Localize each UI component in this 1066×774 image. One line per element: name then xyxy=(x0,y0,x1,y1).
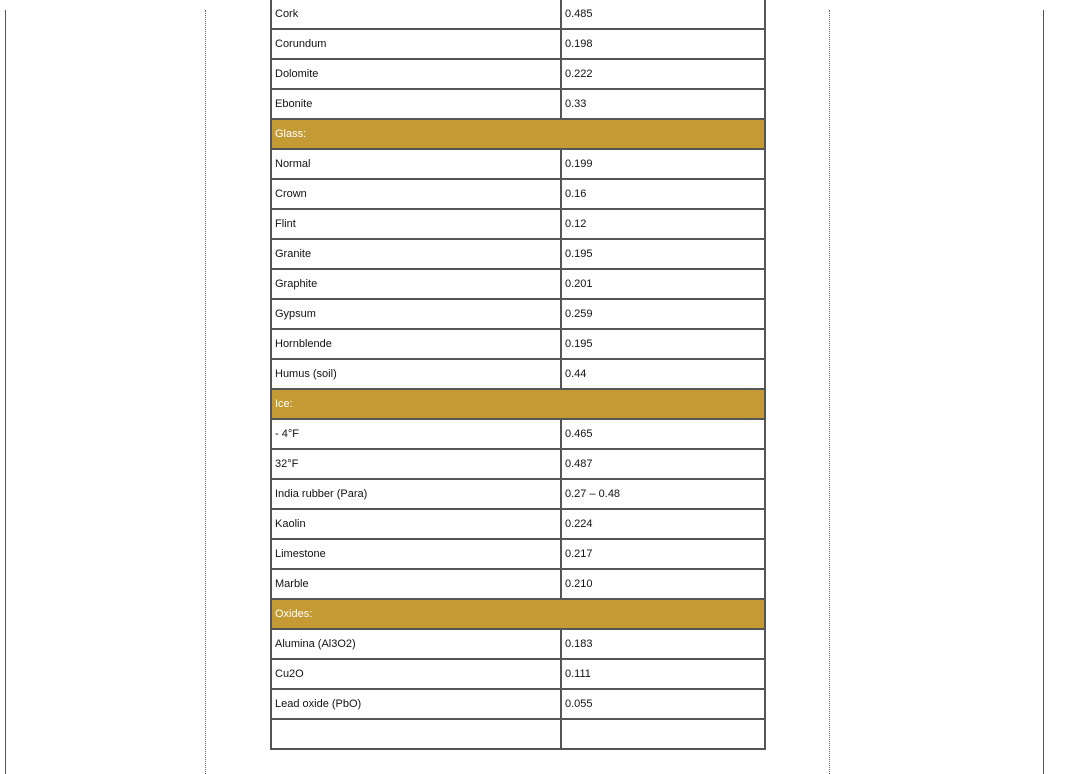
specific-heat-cell: 0.111 xyxy=(561,659,765,689)
table-row xyxy=(271,149,765,179)
material-cell: Humus (soil) xyxy=(271,359,561,389)
specific-heat-cell: 0.224 xyxy=(561,509,765,539)
material-cell xyxy=(271,719,561,749)
material-cell: Granite xyxy=(271,239,561,269)
specific-heat-cell xyxy=(561,719,765,749)
table-row xyxy=(271,659,765,689)
specific-heat-cell: 0.210 xyxy=(561,569,765,599)
table-row xyxy=(271,629,765,659)
material-cell: Kaolin xyxy=(271,509,561,539)
specific-heat-cell: 0.16 xyxy=(561,179,765,209)
material-cell: Flint xyxy=(271,209,561,239)
table-row xyxy=(271,449,765,479)
specific-heat-cell: 0.44 xyxy=(561,359,765,389)
material-cell: Lead oxide (PbO) xyxy=(271,689,561,719)
right-column-divider xyxy=(829,10,830,774)
table-row xyxy=(271,0,765,29)
table-row xyxy=(271,419,765,449)
material-cell: Cork xyxy=(271,0,561,29)
specific-heat-table-container xyxy=(270,0,764,750)
material-cell: Hornblende xyxy=(271,329,561,359)
material-cell: Dolomite xyxy=(271,59,561,89)
specific-heat-cell: 0.222 xyxy=(561,59,765,89)
table-row xyxy=(271,539,765,569)
specific-heat-cell: 0.195 xyxy=(561,239,765,269)
table-row xyxy=(271,269,765,299)
material-cell: Alumina (Al3O2) xyxy=(271,629,561,659)
table-row xyxy=(271,179,765,209)
specific-heat-cell: 0.217 xyxy=(561,539,765,569)
table-row xyxy=(271,329,765,359)
right-page-border xyxy=(1043,10,1044,774)
category-label: Ice: xyxy=(271,389,765,419)
table-row xyxy=(271,29,765,59)
specific-heat-cell: 0.487 xyxy=(561,449,765,479)
table-body xyxy=(271,0,765,749)
table-row xyxy=(271,569,765,599)
material-cell: Marble xyxy=(271,569,561,599)
specific-heat-cell: 0.183 xyxy=(561,629,765,659)
material-cell: - 4°F xyxy=(271,419,561,449)
material-cell: Crown xyxy=(271,179,561,209)
table-row xyxy=(271,299,765,329)
specific-heat-cell: 0.33 xyxy=(561,89,765,119)
material-cell: Ebonite xyxy=(271,89,561,119)
table-row xyxy=(271,209,765,239)
material-cell: Graphite xyxy=(271,269,561,299)
specific-heat-cell: 0.485 xyxy=(561,0,765,29)
specific-heat-cell: 0.199 xyxy=(561,149,765,179)
material-cell: Cu2O xyxy=(271,659,561,689)
category-row xyxy=(271,119,765,149)
table-row xyxy=(271,89,765,119)
category-row xyxy=(271,389,765,419)
specific-heat-cell: 0.198 xyxy=(561,29,765,59)
material-cell: Gypsum xyxy=(271,299,561,329)
category-label: Glass: xyxy=(271,119,765,149)
category-label: Oxides: xyxy=(271,599,765,629)
specific-heat-cell: 0.12 xyxy=(561,209,765,239)
left-column-divider xyxy=(205,10,206,774)
material-cell: Normal xyxy=(271,149,561,179)
table-row xyxy=(271,59,765,89)
specific-heat-cell: 0.27 – 0.48 xyxy=(561,479,765,509)
specific-heat-cell: 0.259 xyxy=(561,299,765,329)
left-page-border xyxy=(5,10,6,774)
material-cell: 32°F xyxy=(271,449,561,479)
specific-heat-cell: 0.465 xyxy=(561,419,765,449)
specific-heat-table xyxy=(270,0,766,750)
table-row xyxy=(271,479,765,509)
table-row xyxy=(271,719,765,749)
material-cell: India rubber (Para) xyxy=(271,479,561,509)
table-row xyxy=(271,509,765,539)
category-row xyxy=(271,599,765,629)
material-cell: Corundum xyxy=(271,29,561,59)
table-row xyxy=(271,239,765,269)
table-row xyxy=(271,359,765,389)
specific-heat-cell: 0.195 xyxy=(561,329,765,359)
specific-heat-cell: 0.201 xyxy=(561,269,765,299)
specific-heat-cell: 0.055 xyxy=(561,689,765,719)
table-row xyxy=(271,689,765,719)
material-cell: Limestone xyxy=(271,539,561,569)
